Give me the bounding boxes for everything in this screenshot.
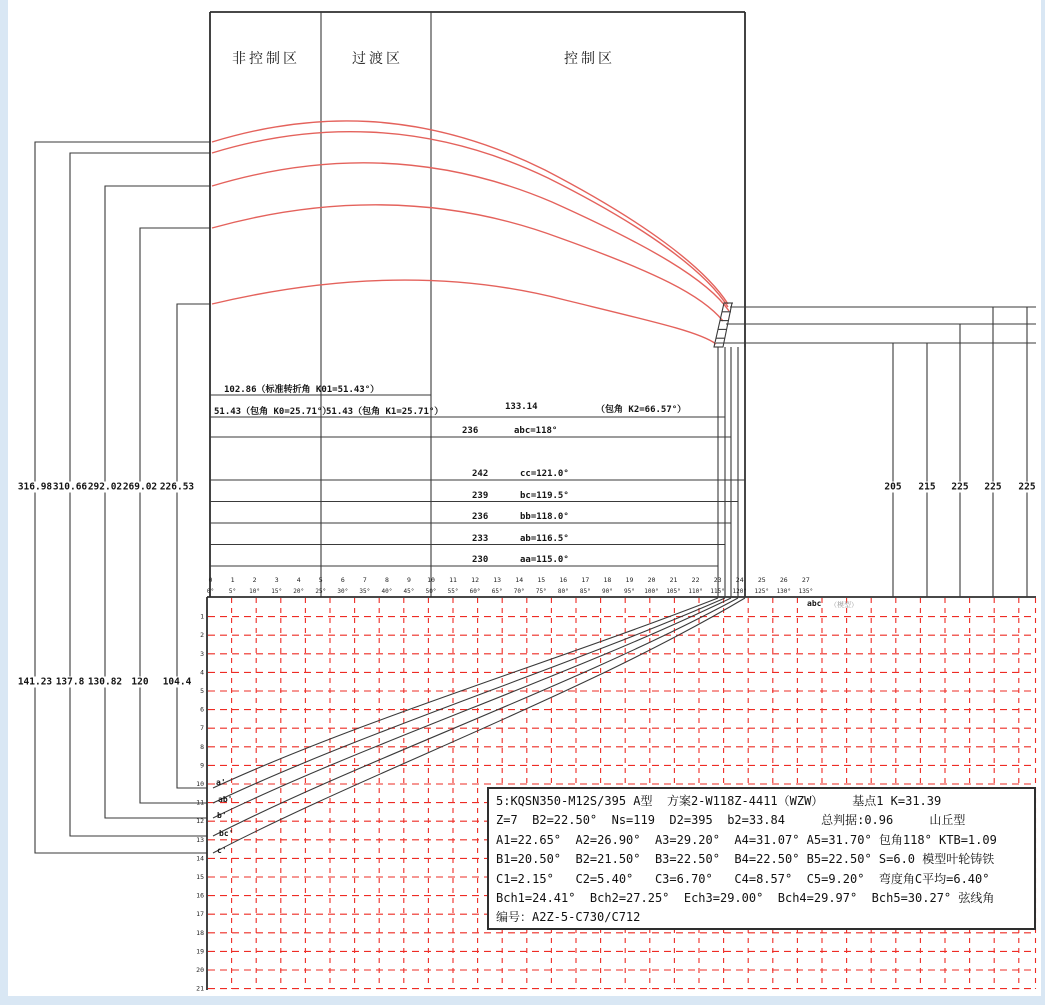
chord-dim-value: 236 <box>462 426 479 436</box>
zone-label-noncontrol: 非控制区 <box>232 50 300 66</box>
left-upper-dim-value: 292.02 <box>87 481 123 493</box>
axis-tick-degree: 0° <box>206 588 215 595</box>
axis-tick-number: 13 <box>493 576 502 584</box>
axis-tick-degree: 125° <box>754 588 769 595</box>
axis-tick-degree: 130° <box>776 588 792 595</box>
axis-tick-number: 16 <box>559 576 568 584</box>
axis-tick-degree: 10° <box>249 588 261 595</box>
axis-tick-degree: 25° <box>315 588 327 595</box>
axis-tick-number: 2 <box>252 576 257 584</box>
left-dimension-bracket <box>35 142 210 853</box>
axis-tick-degree: 5° <box>228 588 237 595</box>
grid-row-number: 18 <box>196 928 204 937</box>
axis-tick-degree: 35° <box>359 588 371 595</box>
curve-exit-label: c' <box>217 846 227 855</box>
grid-row-number: 3 <box>200 649 204 658</box>
axis-tick-number: 27 <box>801 576 810 584</box>
right-dim-value: 225 <box>984 481 1002 493</box>
left-lower-dim-value: 104.4 <box>162 676 192 688</box>
axis-tick-degree: 90° <box>601 588 613 595</box>
chord-dim-value: 233 <box>472 533 489 544</box>
axis-tick-degree: 70° <box>513 588 525 595</box>
axis-tick-number: 23 <box>713 576 722 584</box>
chord-dim-value: 239 <box>472 490 489 501</box>
dim-standard-fold-angle: 102.86（标准转折角 K01=51.43°） <box>224 385 380 395</box>
left-lower-dim-value: 130.82 <box>87 676 123 688</box>
chord-dim-label: aa=115.0° <box>520 555 569 565</box>
right-dim-value: 225 <box>951 481 969 493</box>
chord-dim-value: 230 <box>472 555 489 565</box>
window-edge <box>0 0 8 1005</box>
blade-profile-curve <box>212 132 728 307</box>
grid-row-number: 14 <box>196 854 204 863</box>
grid-row-number: 5 <box>200 687 204 695</box>
grid-row-number: 16 <box>196 891 204 900</box>
axis-end-label: abc <box>807 599 822 608</box>
axis-tick-degree: 55° <box>447 588 459 595</box>
curve-exit-label: ab' <box>218 795 233 804</box>
grid-row-number: 19 <box>196 947 204 956</box>
axis-tick-degree: 20° <box>293 588 305 595</box>
grid-row-number: 10 <box>196 780 204 788</box>
chord-dim-label: bb=118.0° <box>520 512 569 522</box>
axis-tick-degree: 40° <box>381 588 393 595</box>
axis-tick-number: 0 <box>208 576 213 584</box>
grid-row-number: 7 <box>200 724 204 733</box>
development-curve <box>213 598 718 788</box>
axis-tick-degree: 120° <box>732 588 747 595</box>
curve-exit-label: b' <box>217 811 227 820</box>
axis-tick-degree: 115° <box>710 588 725 595</box>
axis-tick-degree: 75° <box>535 588 547 595</box>
axis-tick-degree: 85° <box>579 588 591 595</box>
axis-tick-degree: 100° <box>644 588 659 595</box>
axis-tick-number: 22 <box>691 576 700 584</box>
chord-dim-label: abc=118° <box>514 426 558 436</box>
axis-tick-number: 7 <box>362 576 367 584</box>
left-upper-dim-value: 269.02 <box>122 481 158 493</box>
axis-end-sublabel: （模型） <box>830 601 858 609</box>
axis-tick-degree: 45° <box>403 588 415 595</box>
axis-tick-degree: 110° <box>688 588 703 595</box>
axis-tick-number: 21 <box>669 576 678 584</box>
development-curve <box>213 598 725 803</box>
grid-row-number: 4 <box>200 668 204 677</box>
axis-tick-number: 10 <box>427 576 435 584</box>
zone-label-transition: 过渡区 <box>352 50 403 66</box>
axis-tick-number: 8 <box>384 576 389 584</box>
spec-info-line: 5:KQSN350-M12S/395 A型 方案2-W118Z-4411（WZW） 基点1 K=31.39 <box>496 794 942 808</box>
chord-dim-label: cc=121.0° <box>520 469 569 479</box>
axis-tick-number: 19 <box>625 576 634 584</box>
left-lower-dim-value: 120 <box>131 676 149 688</box>
chord-dim-value: 236 <box>472 512 489 522</box>
window-edge <box>0 996 1045 1005</box>
axis-tick-number: 3 <box>274 576 279 584</box>
axis-tick-number: 6 <box>340 576 345 584</box>
grid-row-number: 13 <box>196 835 204 844</box>
axis-tick-number: 18 <box>603 576 612 584</box>
axis-tick-degree: 105° <box>666 588 681 595</box>
axis-tick-number: 1 <box>230 576 235 584</box>
spec-info-line: B1=20.50° B2=21.50° B3=22.50° B4=22.50° B5=22.50° S=6.0 模型叶轮铸铁 <box>496 852 995 867</box>
left-dimension-bracket <box>105 186 210 818</box>
left-upper-dim-value: 310.66 <box>52 481 88 493</box>
left-upper-dim-value: 226.53 <box>159 481 195 493</box>
axis-tick-number: 12 <box>471 576 480 584</box>
spec-info-line: Bch1=24.41° Bch2=27.25° Ech3=29.00° Bch4=29.97° Bch5=30.27° 弦线角 <box>496 891 995 906</box>
grid-row-number: 9 <box>200 761 204 770</box>
dim-wrap-angle-k2-value: 133.14 <box>505 402 538 412</box>
axis-tick-number: 20 <box>647 576 656 584</box>
grid-row-number: 12 <box>196 817 204 826</box>
axis-tick-number: 24 <box>735 576 744 584</box>
grid-row-number: 11 <box>196 798 204 807</box>
axis-tick-degree: 95° <box>624 588 635 595</box>
axis-tick-degree: 30° <box>337 588 349 595</box>
axis-tick-number: 26 <box>779 576 788 584</box>
axis-tick-number: 4 <box>296 576 301 584</box>
dim-wrap-angle-k0: 51.43（包角 K0=25.71°） <box>214 407 332 417</box>
axis-tick-degree: 50° <box>425 588 437 595</box>
spec-info-box <box>487 787 1036 930</box>
curve-exit-label: bc' <box>219 829 234 838</box>
axis-tick-degree: 15° <box>271 588 283 595</box>
development-curve <box>213 598 731 818</box>
axis-tick-degree: 135° <box>798 588 814 595</box>
blade-tip-outline <box>714 303 732 347</box>
dim-wrap-angle-k2-label: （包角 K2=66.57°） <box>596 405 687 415</box>
grid-row-number: 2 <box>200 631 204 640</box>
grid-row-number: 21 <box>196 984 204 993</box>
grid-row-number: 15 <box>196 873 204 881</box>
grid-row-number: 8 <box>200 742 204 751</box>
chord-dim-label: ab=116.5° <box>520 533 569 544</box>
window-edge <box>1041 0 1045 1005</box>
spec-info-line: C1=2.15° C2=5.40° C3=6.70° C4=8.57° C5=9.20° 弯度角C平均=6.40° <box>496 871 990 886</box>
axis-tick-number: 5 <box>318 576 323 584</box>
left-lower-dim-value: 137.8 <box>55 676 85 688</box>
left-upper-dim-value: 316.98 <box>17 481 53 493</box>
axis-tick-number: 11 <box>449 576 457 584</box>
blade-profile-curve <box>212 205 723 321</box>
axis-tick-number: 17 <box>581 576 590 584</box>
axis-tick-degree: 65° <box>491 588 503 595</box>
right-dim-value: 205 <box>884 481 902 493</box>
left-dimension-bracket <box>177 304 210 788</box>
axis-tick-degree: 80° <box>557 588 569 595</box>
right-dim-value: 225 <box>1018 481 1036 493</box>
spec-info-line: A1=22.65° A2=26.90° A3=29.20° A4=31.07° A5=31.70° 包角118° KTB=1.09 <box>496 832 997 847</box>
grid-row-number: 1 <box>200 612 204 621</box>
left-lower-dim-value: 141.23 <box>17 676 53 688</box>
spec-info-line: 编号：A2Z-5-C730/C712 <box>496 910 641 925</box>
dim-wrap-angle-k1: 51.43（包角 K1=25.71°） <box>326 407 444 417</box>
chord-dim-label: bc=119.5° <box>520 490 569 501</box>
right-dim-value: 215 <box>918 481 936 493</box>
curve-exit-label: a' <box>216 778 226 787</box>
axis-tick-number: 14 <box>515 576 524 584</box>
left-dimension-bracket <box>140 228 210 803</box>
grid-row-number: 6 <box>200 705 204 714</box>
blade-profile-curve <box>212 280 716 344</box>
chord-dim-value: 242 <box>472 469 489 479</box>
axis-tick-number: 9 <box>406 576 411 584</box>
grid-row-number: 17 <box>196 910 204 919</box>
zone-label-control: 控制区 <box>564 50 615 66</box>
axis-tick-number: 15 <box>537 576 546 584</box>
axis-tick-degree: 60° <box>469 588 481 595</box>
axis-tick-number: 25 <box>757 576 766 584</box>
spec-info-line: Z=7 B2=22.50° Ns=119 D2=395 b2=33.84 总判据:0.96 山丘型 <box>496 813 966 828</box>
grid-row-number: 20 <box>196 966 204 974</box>
